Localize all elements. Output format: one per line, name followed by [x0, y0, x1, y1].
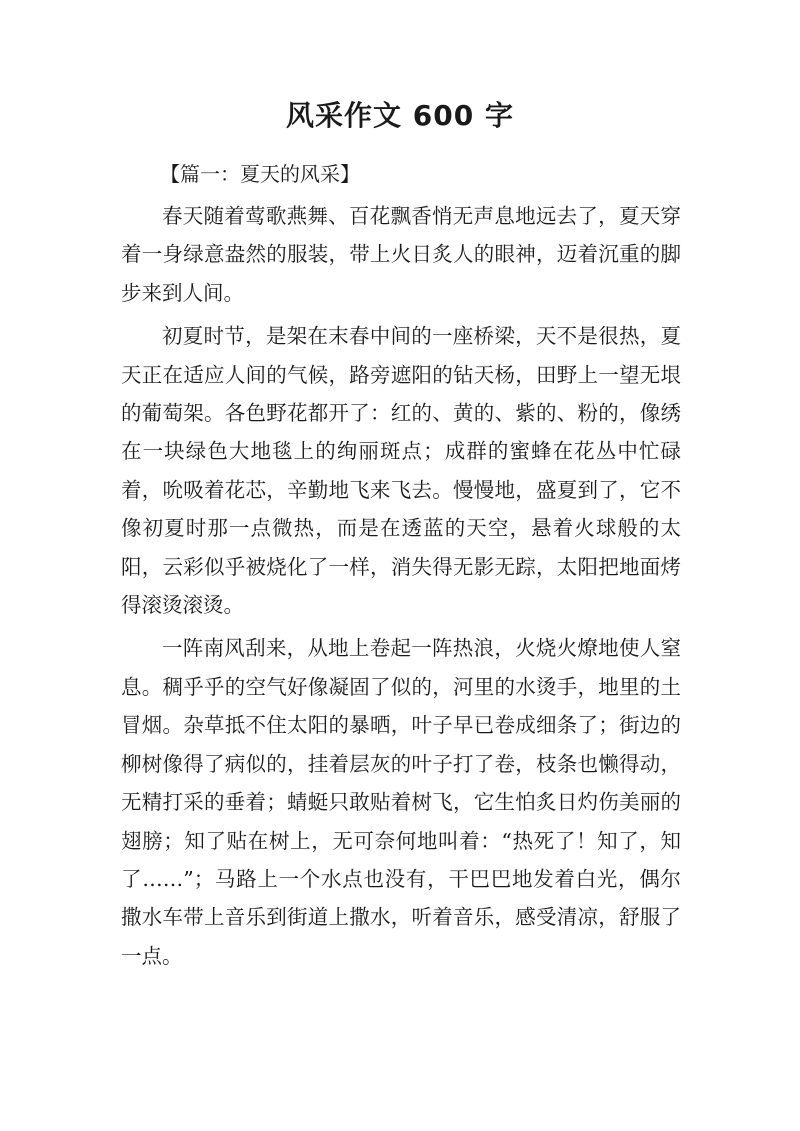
- section-heading: 【篇一：夏天的风采】: [160, 162, 360, 186]
- paragraph-1: 春天随着莺歌燕舞、百花飘香悄无声息地远去了，夏天穿着一身绿意盎然的服装，带上火日炙人的眼神，迈着沉重的脚步来到人间。: [121, 204, 681, 305]
- document-title: 风采作文 600 字: [286, 99, 514, 132]
- paragraph-3: 一阵南风刮来，从地上卷起一阵热浪，火烧火燎地使人窒息。稠乎乎的空气好像凝固了似的，河里的水烫手，地里的土冒烟。杂草抵不住太阳的暴晒，叶子早已卷成细条了；街边的柳树像得了病似的，挂着层灰的叶子打了卷，枝条也懒得动，无精打采的垂着；蜻蜓只敢贴着树飞，它生怕炙日灼伤美丽的翅膀；知了贴在树上，无可奈何地叫着：“热死了！知了，知了……”；马路上一个水点也没有，干巴巴地发着白光，偶尔撒水车带上音乐到街道上撒水，听着音乐，感受清凉，舒服了一点。: [121, 636, 681, 968]
- paragraph-2: 初夏时节，是架在末春中间的一座桥梁，天不是很热，夏天正在适应人间的气候，路旁遮阳的钻天杨，田野上一望无垠的葡萄架。各色野花都开了：红的、黄的、紫的、粉的，像绣在一块绿色大地毯上的绚丽斑点；成群的蜜蜂在花丛中忙碌着，吮吸着花芯，辛勤地飞来飞去。慢慢地，盛夏到了，它不像初夏时那一点微热，而是在透蓝的天空，悬着火球般的太阳，云彩似乎被烧化了一样，消失得无影无踪，太阳把地面烤得滚烫滚烫。: [121, 324, 681, 618]
- document-body: [121, 197, 681, 980]
